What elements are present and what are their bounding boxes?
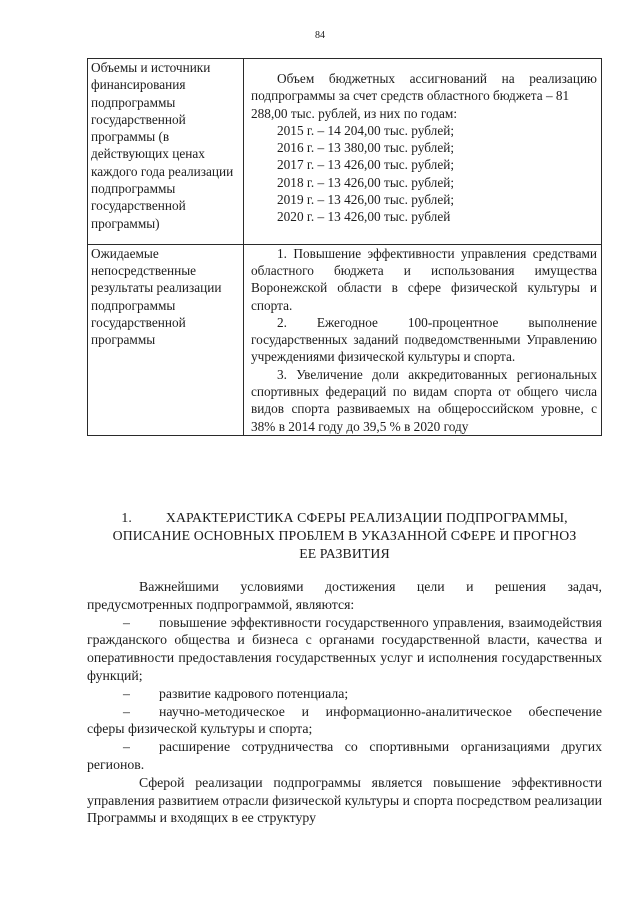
financing-cont: подпрограммы за счет средств областного бюджета – 81 288,00 тыс. рублей, из них по годам: (251, 88, 570, 121)
dash-marker: – (123, 614, 130, 630)
results-row (88, 244, 602, 435)
list-item-text: повышение эффективности государственного управления, взаимодействия гражданского общества и бизнеса с органами государственной власти, качества и оперативности предоставления государственных услуг и исполнения государственных функций; (87, 614, 602, 683)
body-text (87, 578, 602, 827)
financing-year: 2019 г. – 13 426,00 тыс. рублей; (277, 192, 455, 208)
financing-value (244, 59, 602, 245)
section-title-line: ЕЕ РАЗВИТИЯ (299, 546, 390, 561)
section-title-line: ХАРАКТЕРИСТИКА СФЕРЫ РЕАЛИЗАЦИИ ПОДПРОГРАММЫ, (165, 510, 568, 525)
intro-paragraph: Важнейшими условиями достижения цели и решения задач, предусмотренных подпрограммой, являются: (87, 579, 602, 612)
financing-year: 2017 г. – 13 426,00 тыс. рублей; (277, 157, 455, 173)
closing-paragraph: Сферой реализации подпрограммы является повышение эффективности управления развитием отрасли физической культуры и спорта посредством реализации Программы и входящих в ее структуру (87, 774, 602, 826)
results-label: Ожидаемые непосредственные результаты реализации подпрограммы государственной программы (88, 244, 244, 435)
list-item (87, 738, 602, 774)
list-item (87, 685, 602, 703)
result-item: 2. Ежегодное 100-процентное выполнение государственных заданий подведомственными Управлению учреждениями физической культуры и спорта. (251, 314, 597, 365)
dash-marker: – (123, 703, 130, 719)
results-value (244, 244, 602, 435)
list-item-text: научно-методическое и информационно-аналитическое обеспечение сферы физической культуры и спорта; (87, 703, 602, 737)
dash-marker: – (123, 739, 130, 755)
financing-lead: Объем бюджетных ассигнований на реализацию (277, 71, 597, 86)
page-number: 84 (315, 30, 325, 41)
financing-year: 2016 г. – 13 380,00 тыс. рублей; (277, 140, 455, 156)
dash-marker: – (123, 685, 130, 701)
section-heading (87, 509, 602, 563)
list-item-text: развитие кадрового потенциала; (159, 685, 349, 701)
financing-label: Объемы и источники финансирования подпрограммы государственной программы (в действующих ценах каждого года реализации подпрограммы государственной программы) (88, 59, 244, 245)
financing-year: 2018 г. – 13 426,00 тыс. рублей; (277, 174, 455, 190)
section-number: 1. (121, 510, 132, 525)
list-item (87, 703, 602, 739)
result-item: 3. Увеличение доли аккредитованных региональных спортивных федераций по видам спорта от общего числа видов спорта развиваемых на общероссийском уровне, с 38% в 2014 году до 39,5 % в 2020 году (251, 366, 597, 434)
list-item (87, 614, 602, 685)
section-title-line: ОПИСАНИЕ ОСНОВНЫХ ПРОБЛЕМ В УКАЗАННОЙ СФЕРЕ И ПРОГНОЗ (112, 528, 577, 543)
financing-row (88, 59, 602, 245)
financing-year: 2015 г. – 14 204,00 тыс. рублей; (277, 122, 455, 138)
financing-year: 2020 г. – 13 426,00 тыс. рублей (277, 209, 451, 225)
passport-table (87, 58, 602, 436)
list-item-text: расширение сотрудничества со спортивными организациями других регионов. (87, 739, 602, 772)
result-item: 1. Повышение эффективности управления средствами областного бюджета и использования имущества Воронежской области в сфере физической культуры и спорта. (251, 245, 597, 313)
